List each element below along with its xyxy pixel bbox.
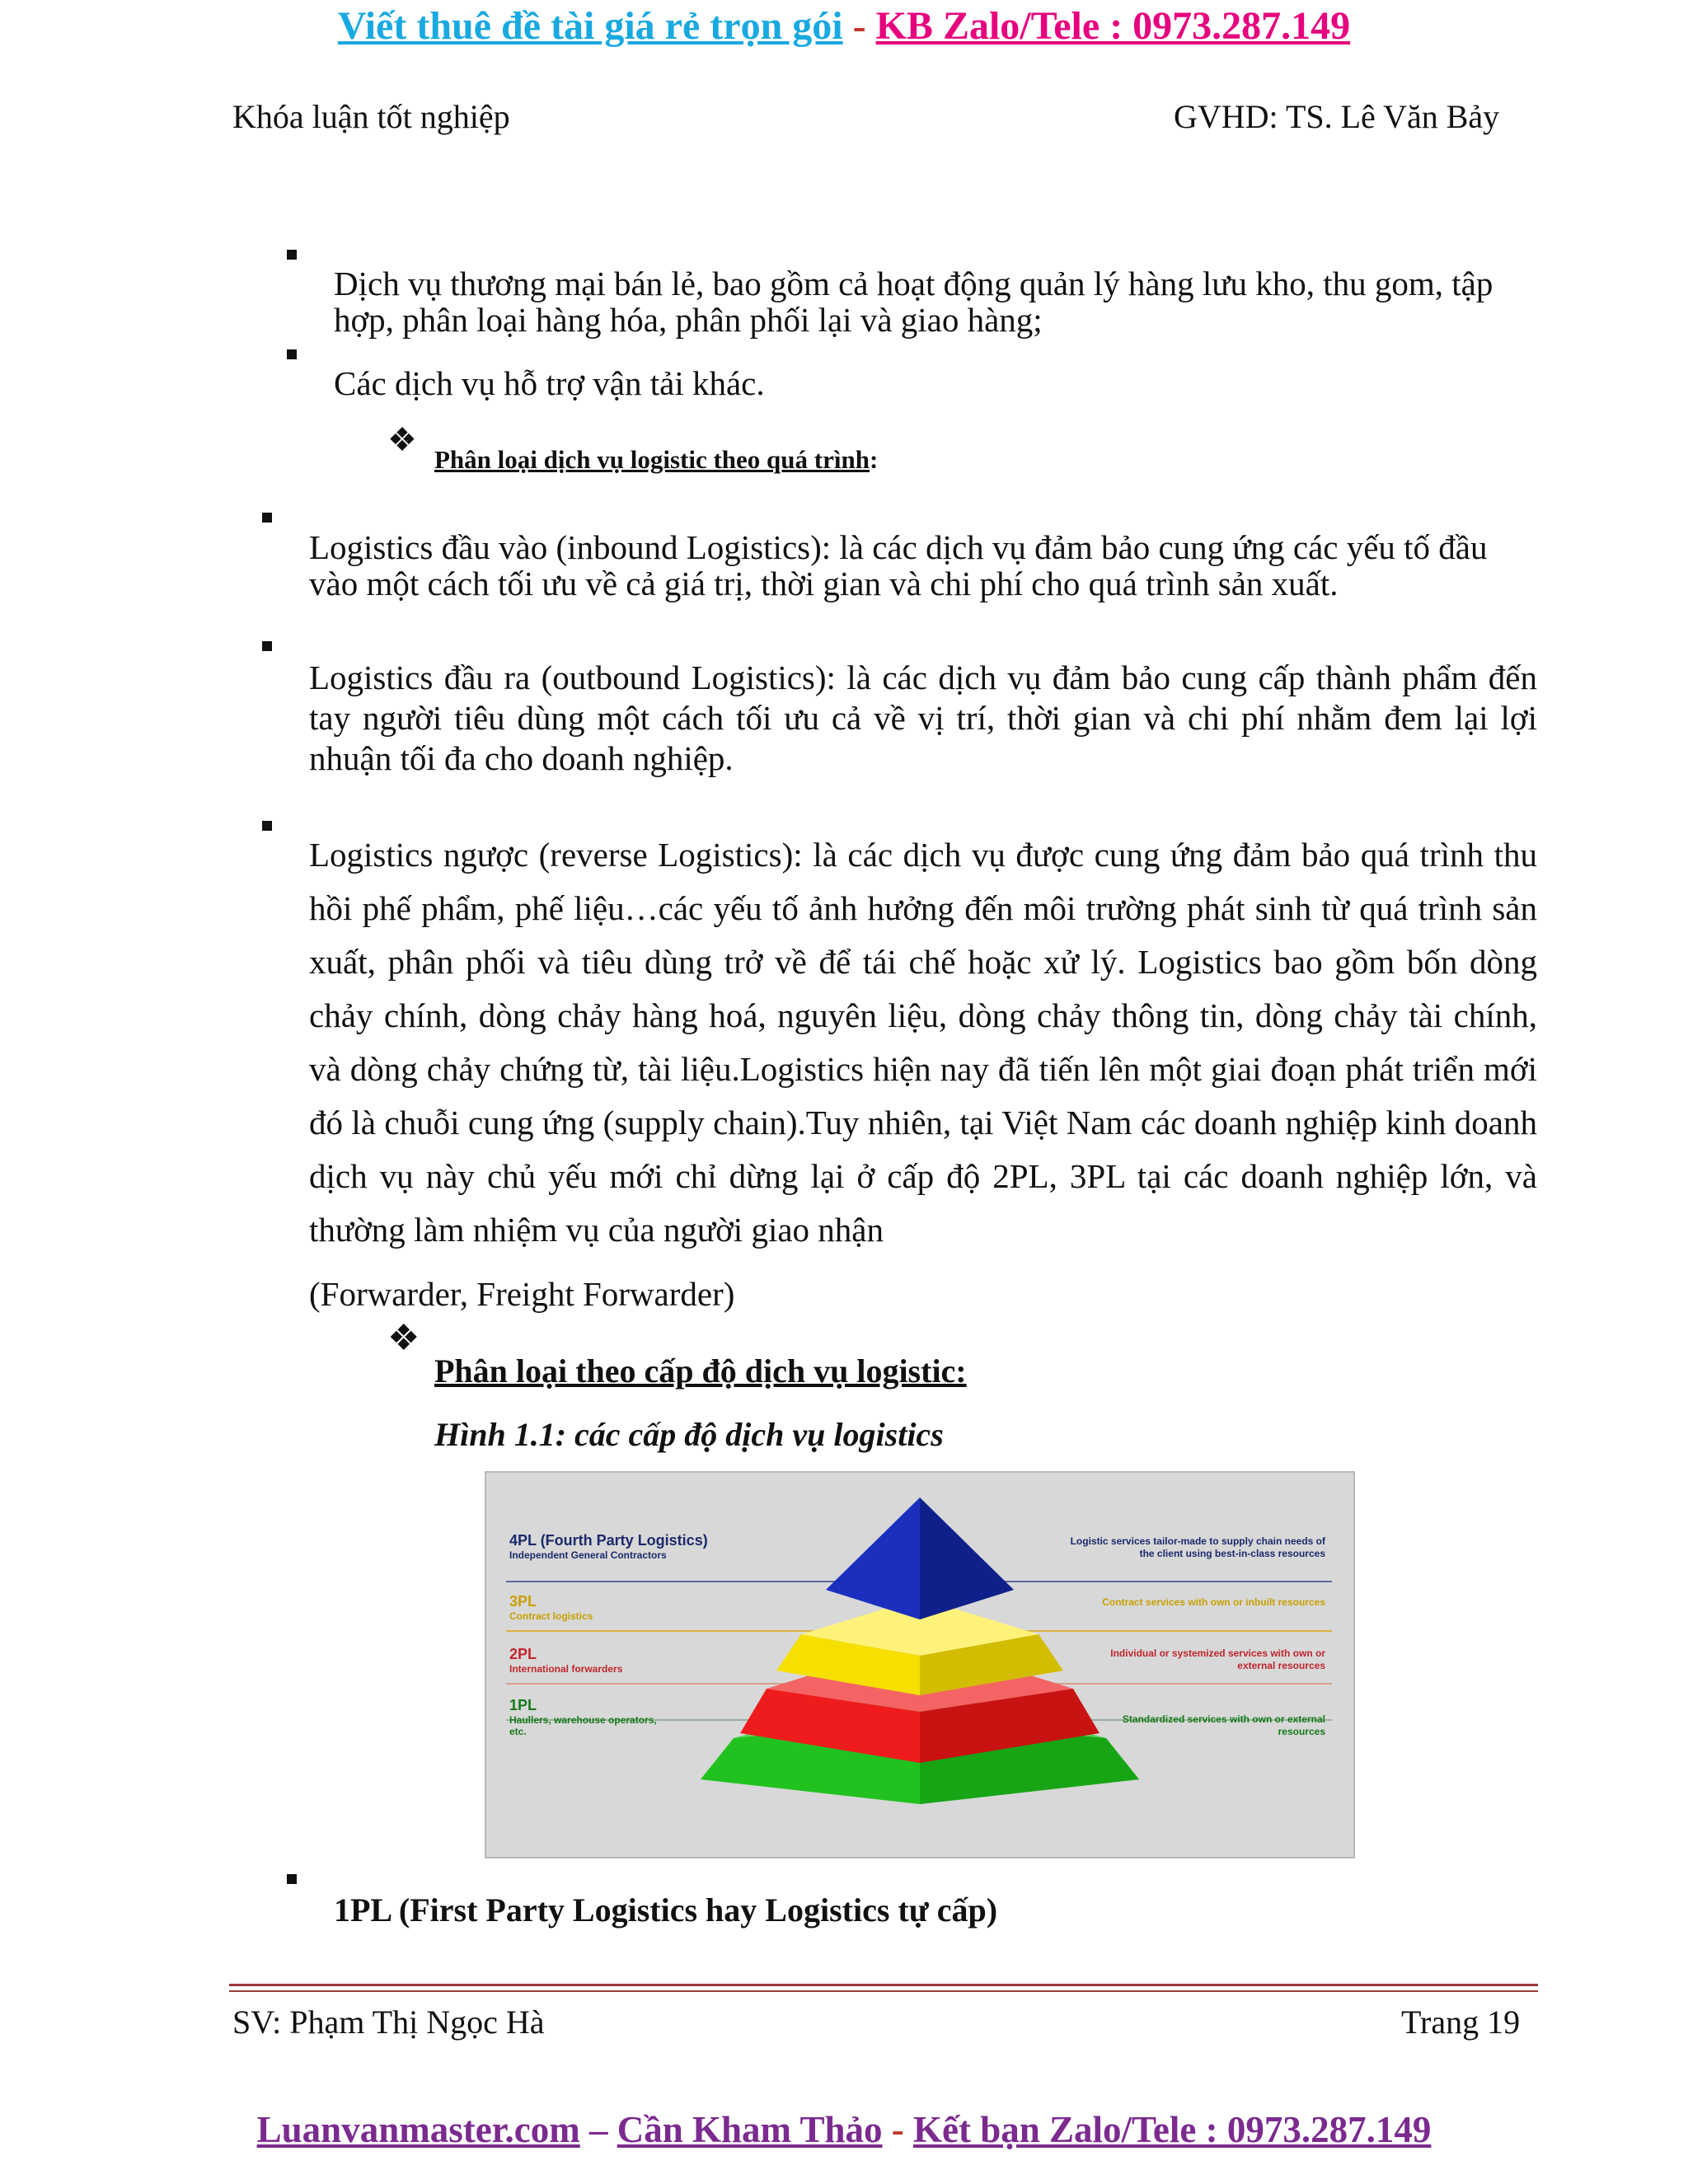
list-item-1pl: 1PL (First Party Logistics hay Logistics tự cấp)	[334, 1891, 998, 1929]
level-3pl-label: 3PL Contract logistics	[509, 1593, 593, 1622]
level-2pl-label: 2PL International forwarders	[509, 1646, 623, 1675]
top-banner-separator: -	[842, 4, 876, 48]
logistics-pyramid-figure	[485, 1471, 1355, 1858]
bottom-banner	[0, 2108, 1688, 2151]
bottom-banner-separator: –	[579, 2109, 617, 2150]
section-heading-process: Phân loại dịch vụ logistic theo quá trình:	[434, 445, 879, 474]
square-bullet-icon	[287, 1874, 297, 1884]
footer-rule-top	[229, 1984, 1538, 1986]
list-item-transport: Các dịch vụ hỗ trợ vận tải khác.	[334, 364, 765, 402]
top-banner	[0, 3, 1688, 49]
forwarder-line: (Forwarder, Freight Forwarder)	[309, 1275, 735, 1313]
header-right: GVHD: TS. Lê Văn Bảy	[1174, 98, 1500, 135]
section-heading-levels: Phân loại theo cấp độ dịch vụ logistic:	[434, 1352, 967, 1390]
diamond-bullet-icon: ❖	[387, 421, 417, 458]
footer-student: SV: Phạm Thị Ngọc Hà	[232, 2004, 545, 2041]
level-1pl-description: Standardized services with own or external resources	[1122, 1713, 1325, 1737]
square-bullet-icon	[262, 513, 272, 523]
blue-tier-side	[920, 1497, 1014, 1619]
list-item-inbound: Logistics đầu vào (inbound Logistics): là các dịch vụ đảm bảo cung ứng các yếu tố đầu vào một cách tối ưu về cả giá trị, thời gian và chi phí cho quá trình sản xuất.	[309, 528, 1488, 602]
bottom-banner-link-site[interactable]: Luanvanmaster.com	[256, 2109, 580, 2150]
bottom-banner-separator: -	[882, 2109, 914, 2150]
blue-tier-front	[826, 1497, 920, 1619]
square-bullet-icon	[287, 349, 297, 359]
bottom-banner-link-name[interactable]: Cần Kham Thảo	[617, 2109, 883, 2150]
square-bullet-icon	[262, 641, 272, 651]
square-bullet-icon	[287, 250, 297, 260]
level-3pl-description: Contract services with own or inbuilt resources	[1102, 1596, 1325, 1608]
level-4pl-description: Logistic services tailor-made to supply chain needs of the client using best-in-class resources	[1070, 1535, 1325, 1559]
list-item-outbound: Logistics đầu ra (outbound Logistics): là các dịch vụ đảm bảo cung cấp thành phẩm đến tay người tiêu dùng một cách tối ưu cả về vị trí, thời gian và chi phí nhằm đem lại lợi nhuận tối đa cho doanh nghiệp.	[309, 658, 1537, 777]
level-2pl-description: Individual or systemized services with own or external resources	[1110, 1647, 1325, 1671]
level-4pl-label: 4PL (Fourth Party Logistics) Independent General Contractors	[509, 1532, 708, 1561]
list-item-retail: Dịch vụ thương mại bán lẻ, bao gồm cả hoạt động quản lý hàng lưu kho, thu gom, tập hợp, phân loại hàng hóa, phân phối lại và giao hàng;	[334, 265, 1493, 339]
footer-rule-bottom	[229, 1990, 1538, 1992]
top-banner-link-service[interactable]: Viết thuê đề tài giá rẻ trọn gói	[337, 4, 843, 48]
header-left: Khóa luận tốt nghiệp	[232, 98, 510, 135]
footer-page-number: Trang 19	[1401, 2004, 1521, 2041]
square-bullet-icon	[262, 821, 272, 831]
bottom-banner-link-contact[interactable]: Kết bạn Zalo/Tele : 0973.287.149	[913, 2109, 1432, 2150]
top-banner-link-contact[interactable]: KB Zalo/Tele : 0973.287.149	[875, 4, 1351, 48]
level-1pl-label: 1PL Haullers, warehouse operators, etc.	[509, 1697, 657, 1737]
diamond-bullet-icon: ❖	[387, 1318, 420, 1358]
figure-caption: Hình 1.1: các cấp độ dịch vụ logistics	[434, 1416, 944, 1453]
list-item-reverse: Logistics ngược (reverse Logistics): là các dịch vụ được cung ứng đảm bảo quá trình thu hồi phế phẩm, phế liệu…các yếu tố ảnh hưởng đến môi trường phát sinh từ quá trình sản xuất, phân phối và tiêu dùng trở về để tái chế hoặc xử lý. Logistics bao gồm bốn dòng chảy chính, dòng chảy hàng hoá, nguyên liệu, dòng chảy thông tin, dòng chảy tài chính, và dòng chảy chứng từ, tài liệu.Logistics hiện nay đã tiến lên một giai đoạn phát triển mới đó là chuỗi cung ứng (supply chain).Tuy nhiên, tại Việt Nam các doanh nghiệp kinh doanh dịch vụ này chủ yếu mới chỉ dừng lại ở cấp độ 2PL, 3PL tại các doanh nghiệp lớn, và thường làm nhiệm vụ của người giao nhận	[309, 836, 1537, 1249]
